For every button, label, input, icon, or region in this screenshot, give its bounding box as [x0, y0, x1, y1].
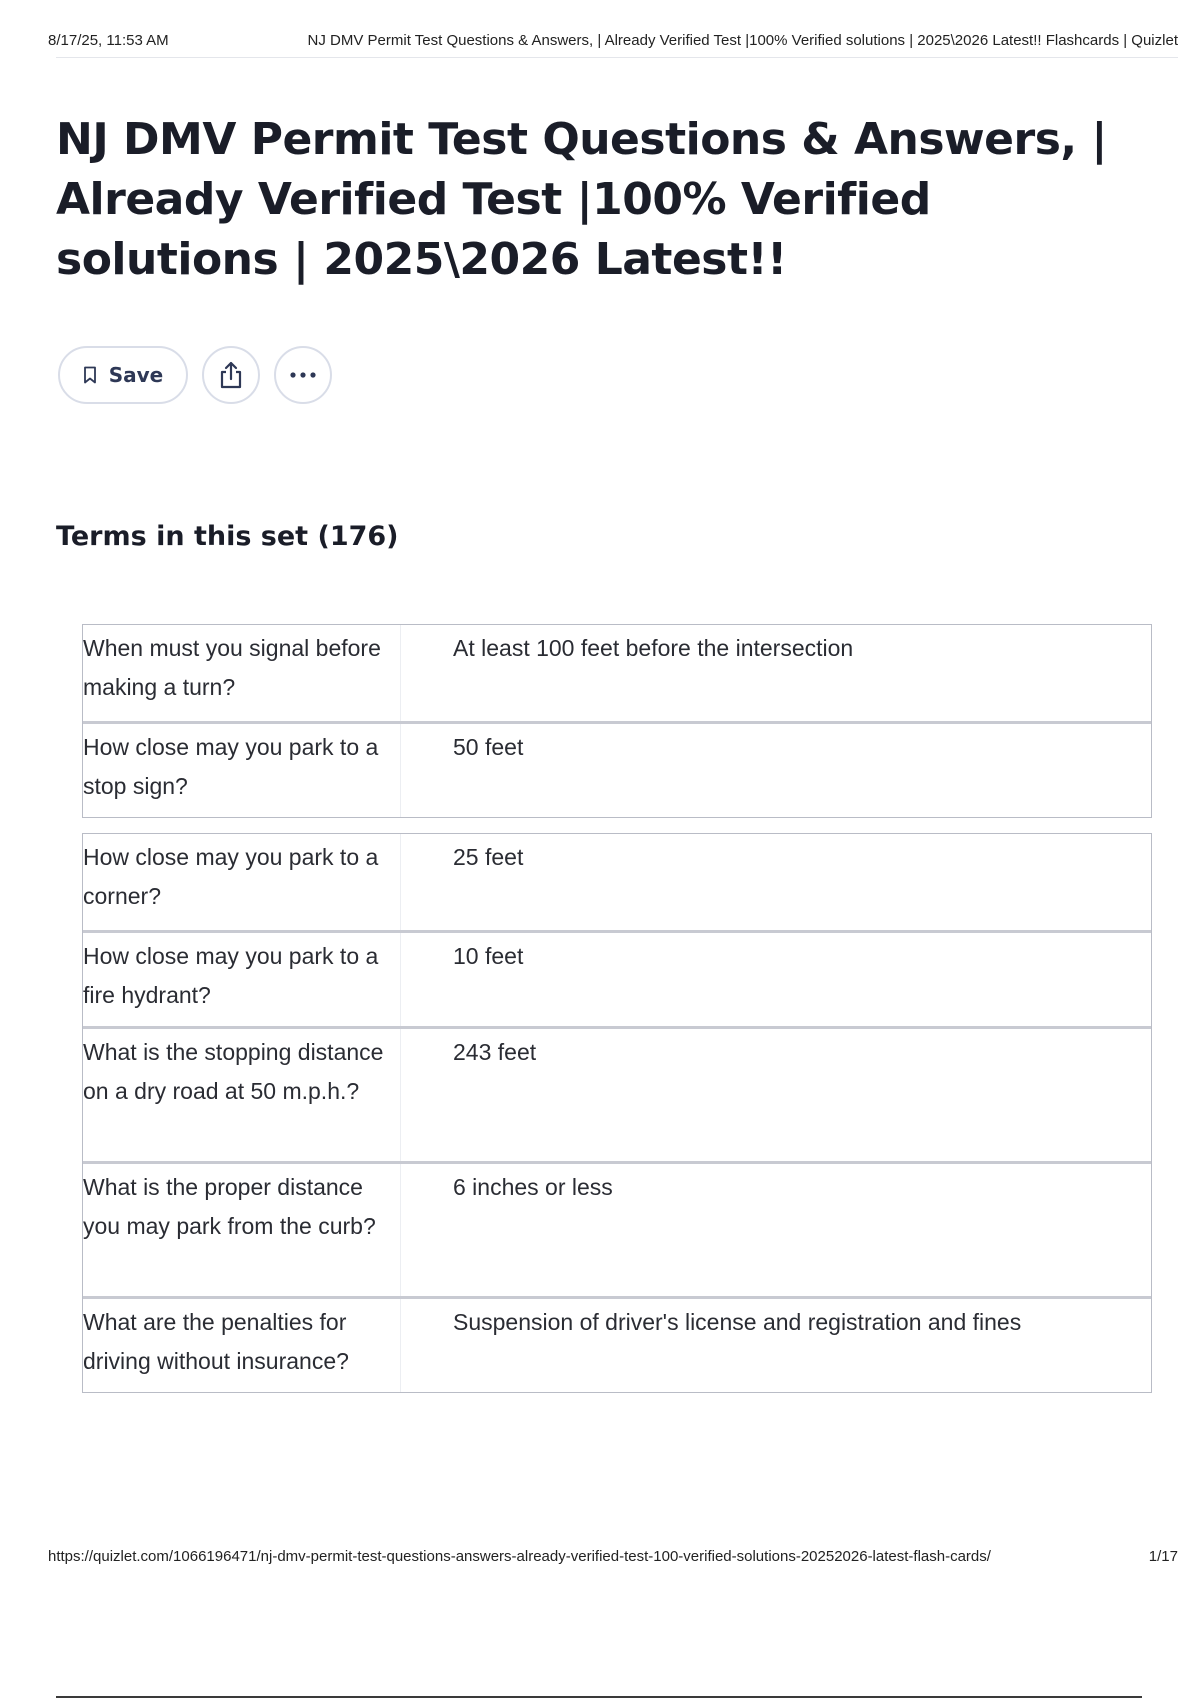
header-divider	[56, 57, 1178, 58]
page-number: 1/17	[1148, 1548, 1178, 1565]
term-text: When must you signal before making a turn?	[83, 625, 401, 721]
print-url: https://quizlet.com/1066196471/nj-dmv-permit-test-questions-answers-already-verified-test-100-verified-solutions-20252026-latest-flash-cards/	[48, 1548, 991, 1565]
more-options-button[interactable]	[274, 346, 332, 404]
definition-text: 243 feet	[453, 1039, 537, 1065]
term-text: How close may you park to a fire hydrant?	[83, 933, 401, 1026]
definition-text: 10 feet	[453, 943, 524, 969]
page-bottom-rule	[56, 1696, 1142, 1698]
print-timestamp: 8/17/25, 11:53 AM	[48, 31, 169, 49]
print-header	[48, 29, 1178, 51]
term-row	[83, 834, 1151, 930]
bookmark-icon	[83, 366, 97, 384]
save-button[interactable]	[58, 346, 188, 404]
term-row	[83, 1296, 1151, 1392]
definition-text: Suspension of driver's license and registration and fines	[453, 1309, 1022, 1335]
term-text: How close may you park to a corner?	[83, 834, 401, 930]
terms-list	[82, 624, 1152, 818]
definition-text: 25 feet	[453, 844, 524, 870]
term-row	[83, 625, 1151, 721]
share-icon	[218, 361, 244, 389]
print-footer	[48, 1548, 1178, 1565]
term-text: What is the stopping distance on a dry road at 50 m.p.h.?	[83, 1029, 401, 1161]
print-document-title: NJ DMV Permit Test Questions & Answers, | Already Verified Test |100% Verified solutions | 2025\2026 Latest!! Flashcards | Quizlet	[307, 31, 1178, 49]
more-horizontal-icon	[289, 371, 317, 379]
term-row	[83, 930, 1151, 1026]
definition-text: 6 inches or less	[453, 1174, 613, 1200]
term-row	[83, 721, 1151, 817]
term-text: How close may you park to a stop sign?	[83, 724, 401, 817]
term-row	[83, 1026, 1151, 1161]
term-text: What is the proper distance you may park from the curb?	[83, 1164, 401, 1296]
terms-list	[82, 833, 1152, 1393]
terms-heading: Terms in this set (176)	[56, 521, 399, 552]
term-text: What are the penalties for driving without insurance?	[83, 1299, 401, 1392]
save-button-label: Save	[108, 363, 164, 387]
page-title: NJ DMV Permit Test Questions & Answers, | Already Verified Test |100% Verified solutions | 2025\2026 Latest!!	[56, 114, 1107, 285]
set-actions	[58, 346, 332, 404]
share-button[interactable]	[202, 346, 260, 404]
term-row	[83, 1161, 1151, 1296]
definition-text: At least 100 feet before the intersection	[453, 635, 854, 661]
definition-text: 50 feet	[453, 734, 524, 760]
